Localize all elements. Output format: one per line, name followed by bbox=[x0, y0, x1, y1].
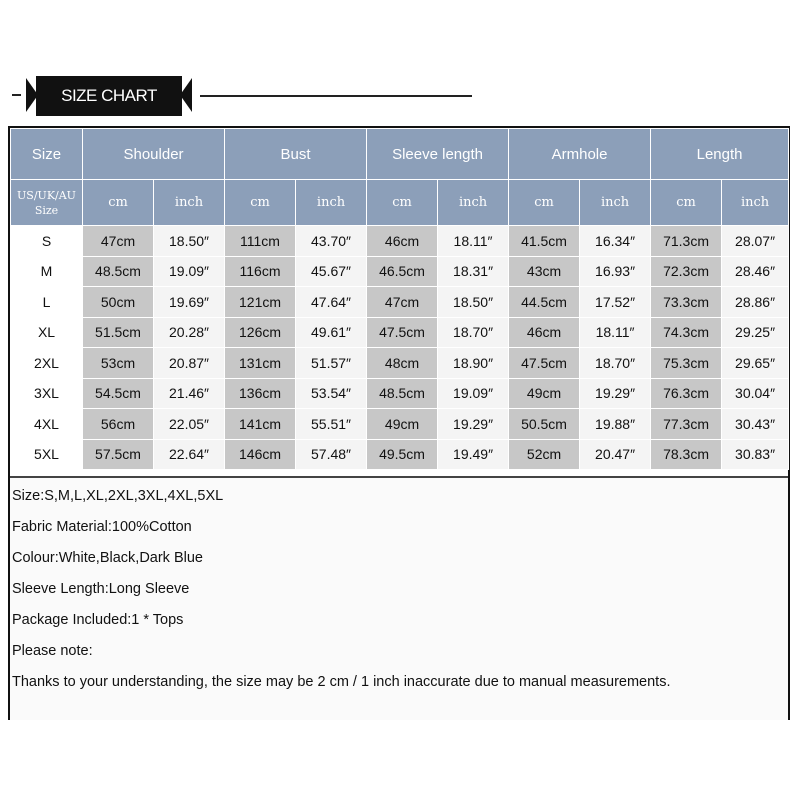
unit-cm: cm bbox=[225, 180, 296, 226]
size-chart-banner: SIZE CHART bbox=[36, 76, 182, 116]
cell-bust-cm: 146cm bbox=[225, 439, 296, 470]
cell-sleeve-inch: 18.90″ bbox=[438, 348, 509, 379]
cell-length-inch: 30.04″ bbox=[722, 378, 789, 409]
cell-shoulder-cm: 56cm bbox=[83, 409, 154, 440]
unit-inch: inch bbox=[154, 180, 225, 226]
header-size: Size bbox=[11, 129, 83, 180]
info-fabric: Fabric Material:100%Cotton bbox=[12, 519, 192, 535]
unit-inch: inch bbox=[296, 180, 367, 226]
cell-armhole-inch: 20.47″ bbox=[580, 439, 651, 470]
cell-size: 5XL bbox=[11, 439, 83, 470]
ribbon-right-tail bbox=[180, 78, 192, 112]
cell-armhole-inch: 18.70″ bbox=[580, 348, 651, 379]
cell-shoulder-inch: 22.64″ bbox=[154, 439, 225, 470]
cell-shoulder-inch: 19.09″ bbox=[154, 256, 225, 287]
info-note-text: Thanks to your understanding, the size may be 2 cm / 1 inch inaccurate due to manual measurements. bbox=[12, 674, 671, 690]
cell-shoulder-inch: 18.50″ bbox=[154, 226, 225, 257]
cell-length-inch: 29.25″ bbox=[722, 317, 789, 348]
cell-length-cm: 78.3cm bbox=[651, 439, 722, 470]
cell-sleeve-inch: 18.50″ bbox=[438, 287, 509, 318]
cell-shoulder-cm: 57.5cm bbox=[83, 439, 154, 470]
cell-shoulder-cm: 48.5cm bbox=[83, 256, 154, 287]
cell-bust-inch: 55.51″ bbox=[296, 409, 367, 440]
table-row bbox=[11, 226, 789, 257]
cell-bust-cm: 136cm bbox=[225, 378, 296, 409]
cell-armhole-cm: 50.5cm bbox=[509, 409, 580, 440]
info-size: Size:S,M,L,XL,2XL,3XL,4XL,5XL bbox=[12, 488, 224, 504]
cell-length-cm: 76.3cm bbox=[651, 378, 722, 409]
table-header-units bbox=[11, 180, 789, 226]
cell-bust-inch: 47.64″ bbox=[296, 287, 367, 318]
cell-bust-inch: 43.70″ bbox=[296, 226, 367, 257]
cell-armhole-cm: 43cm bbox=[509, 256, 580, 287]
cell-size: 2XL bbox=[11, 348, 83, 379]
info-package: Package Included:1 * Tops bbox=[12, 612, 184, 628]
cell-shoulder-cm: 51.5cm bbox=[83, 317, 154, 348]
header-size-region bbox=[11, 180, 83, 226]
cell-length-cm: 73.3cm bbox=[651, 287, 722, 318]
cell-size: S bbox=[11, 226, 83, 257]
cell-length-inch: 29.65″ bbox=[722, 348, 789, 379]
cell-length-cm: 72.3cm bbox=[651, 256, 722, 287]
cell-size: L bbox=[11, 287, 83, 318]
cell-bust-cm: 126cm bbox=[225, 317, 296, 348]
left-dash bbox=[12, 94, 21, 96]
unit-inch: inch bbox=[722, 180, 789, 226]
cell-shoulder-inch: 20.28″ bbox=[154, 317, 225, 348]
cell-size: M bbox=[11, 256, 83, 287]
cell-sleeve-cm: 48.5cm bbox=[367, 378, 438, 409]
cell-length-inch: 28.46″ bbox=[722, 256, 789, 287]
size-label: Size bbox=[34, 203, 59, 217]
cell-sleeve-inch: 18.31″ bbox=[438, 256, 509, 287]
cell-size: 3XL bbox=[11, 378, 83, 409]
table-row bbox=[11, 287, 789, 318]
table-row bbox=[11, 439, 789, 470]
cell-sleeve-inch: 19.09″ bbox=[438, 378, 509, 409]
cell-armhole-inch: 19.88″ bbox=[580, 409, 651, 440]
table-row bbox=[11, 348, 789, 379]
cell-sleeve-cm: 47.5cm bbox=[367, 317, 438, 348]
cell-bust-cm: 111cm bbox=[225, 226, 296, 257]
product-info-panel bbox=[10, 476, 788, 720]
cell-shoulder-inch: 20.87″ bbox=[154, 348, 225, 379]
cell-armhole-cm: 41.5cm bbox=[509, 226, 580, 257]
table-row bbox=[11, 378, 789, 409]
cell-sleeve-cm: 46.5cm bbox=[367, 256, 438, 287]
cell-armhole-inch: 16.93″ bbox=[580, 256, 651, 287]
header-sleeve-length: Sleeve length bbox=[367, 129, 509, 180]
cell-length-inch: 30.83″ bbox=[722, 439, 789, 470]
table-row bbox=[11, 256, 789, 287]
header-shoulder: Shoulder bbox=[83, 129, 225, 180]
cell-armhole-cm: 52cm bbox=[509, 439, 580, 470]
cell-length-inch: 28.07″ bbox=[722, 226, 789, 257]
cell-bust-cm: 141cm bbox=[225, 409, 296, 440]
table-row bbox=[11, 317, 789, 348]
cell-sleeve-cm: 47cm bbox=[367, 287, 438, 318]
cell-shoulder-cm: 50cm bbox=[83, 287, 154, 318]
unit-cm: cm bbox=[651, 180, 722, 226]
cell-armhole-inch: 16.34″ bbox=[580, 226, 651, 257]
decorative-dots bbox=[200, 73, 620, 75]
cell-sleeve-inch: 18.11″ bbox=[438, 226, 509, 257]
cell-bust-cm: 116cm bbox=[225, 256, 296, 287]
cell-sleeve-inch: 18.70″ bbox=[438, 317, 509, 348]
cell-armhole-inch: 18.11″ bbox=[580, 317, 651, 348]
cell-shoulder-cm: 53cm bbox=[83, 348, 154, 379]
title-underline bbox=[200, 95, 472, 97]
cell-size: 4XL bbox=[11, 409, 83, 440]
size-region-label: US/UK/AU bbox=[17, 188, 76, 202]
cell-length-inch: 28.86″ bbox=[722, 287, 789, 318]
cell-bust-inch: 57.48″ bbox=[296, 439, 367, 470]
cell-sleeve-inch: 19.49″ bbox=[438, 439, 509, 470]
cell-length-cm: 77.3cm bbox=[651, 409, 722, 440]
cell-armhole-cm: 47.5cm bbox=[509, 348, 580, 379]
cell-length-cm: 75.3cm bbox=[651, 348, 722, 379]
cell-armhole-inch: 19.29″ bbox=[580, 378, 651, 409]
cell-sleeve-cm: 46cm bbox=[367, 226, 438, 257]
header-length: Length bbox=[651, 129, 789, 180]
cell-bust-inch: 51.57″ bbox=[296, 348, 367, 379]
table-header-groups bbox=[11, 129, 789, 180]
cell-length-cm: 74.3cm bbox=[651, 317, 722, 348]
info-note-label: Please note: bbox=[12, 643, 93, 659]
cell-armhole-cm: 44.5cm bbox=[509, 287, 580, 318]
cell-shoulder-cm: 47cm bbox=[83, 226, 154, 257]
unit-inch: inch bbox=[438, 180, 509, 226]
header-armhole: Armhole bbox=[509, 129, 651, 180]
cell-bust-inch: 45.67″ bbox=[296, 256, 367, 287]
cell-sleeve-cm: 48cm bbox=[367, 348, 438, 379]
cell-length-cm: 71.3cm bbox=[651, 226, 722, 257]
cell-size: XL bbox=[11, 317, 83, 348]
cell-shoulder-inch: 22.05″ bbox=[154, 409, 225, 440]
unit-cm: cm bbox=[83, 180, 154, 226]
cell-armhole-cm: 46cm bbox=[509, 317, 580, 348]
cell-armhole-cm: 49cm bbox=[509, 378, 580, 409]
cell-sleeve-inch: 19.29″ bbox=[438, 409, 509, 440]
cell-length-inch: 30.43″ bbox=[722, 409, 789, 440]
cell-bust-inch: 49.61″ bbox=[296, 317, 367, 348]
cell-sleeve-cm: 49.5cm bbox=[367, 439, 438, 470]
unit-inch: inch bbox=[580, 180, 651, 226]
cell-shoulder-cm: 54.5cm bbox=[83, 378, 154, 409]
info-sleeve-length: Sleeve Length:Long Sleeve bbox=[12, 581, 190, 597]
cell-armhole-inch: 17.52″ bbox=[580, 287, 651, 318]
unit-cm: cm bbox=[509, 180, 580, 226]
cell-shoulder-inch: 19.69″ bbox=[154, 287, 225, 318]
table-row bbox=[11, 409, 789, 440]
cell-shoulder-inch: 21.46″ bbox=[154, 378, 225, 409]
cell-sleeve-cm: 49cm bbox=[367, 409, 438, 440]
cell-bust-cm: 131cm bbox=[225, 348, 296, 379]
cell-bust-inch: 53.54″ bbox=[296, 378, 367, 409]
size-chart-frame bbox=[8, 126, 790, 720]
cell-bust-cm: 121cm bbox=[225, 287, 296, 318]
info-colour: Colour:White,Black,Dark Blue bbox=[12, 550, 203, 566]
header-bust: Bust bbox=[225, 129, 367, 180]
size-table bbox=[10, 128, 789, 470]
unit-cm: cm bbox=[367, 180, 438, 226]
